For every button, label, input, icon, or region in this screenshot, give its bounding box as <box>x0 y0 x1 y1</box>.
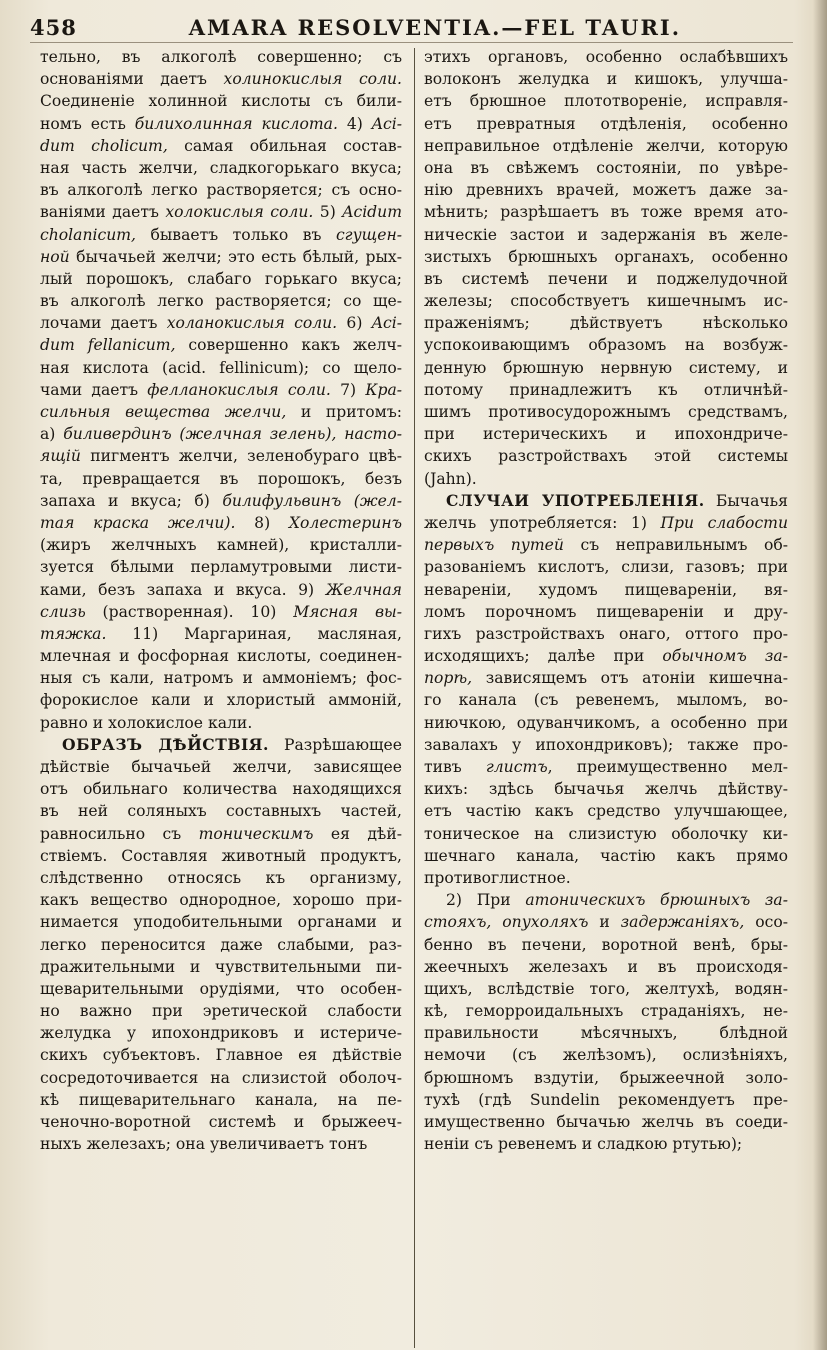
text-run: въ ней соляныхъ составныхъ частей, <box>40 802 402 821</box>
text-line <box>40 490 402 512</box>
italic-term: ящій <box>40 447 81 466</box>
text-run: завалахъ у ипохондриковъ); также про- <box>424 735 788 754</box>
italic-term: Мясная вы- <box>293 602 403 621</box>
text-line <box>424 268 788 290</box>
text-run: млечная и фосфорная кислоты, соединен- <box>40 647 402 666</box>
text-run: неніи съ ревенемъ и сладкою ртутью); <box>424 1135 743 1154</box>
text-run: зистыхъ брюшныхъ органахъ, особенно <box>424 247 788 266</box>
text-line <box>40 445 402 467</box>
text-line <box>40 201 402 223</box>
text-run: волоконъ желудка и кишокъ, улучша- <box>424 70 788 89</box>
text-line <box>40 956 402 978</box>
text-line <box>424 845 788 867</box>
text-line <box>40 113 402 135</box>
text-run: съ неправильнымъ об- <box>563 536 788 555</box>
text-run: осо- <box>744 913 788 932</box>
text-run: ея дѣй- <box>313 824 402 843</box>
text-run: нимается уподобительными органами и <box>40 913 402 932</box>
text-line <box>40 645 402 667</box>
text-line <box>424 46 788 68</box>
italic-term: тяжка. <box>40 624 107 643</box>
text-run: нію древнихъ врачей, можетъ даже за- <box>424 181 788 200</box>
page-edge-shadow <box>813 0 827 1350</box>
text-run: лочами даетъ <box>40 314 167 333</box>
text-run: скихъ разстройствахъ этой системы <box>424 447 788 466</box>
text-run: 2) При <box>446 891 526 910</box>
text-line <box>424 357 788 379</box>
text-line <box>40 911 402 933</box>
text-run: но важно при эретической слабости <box>40 1002 402 1021</box>
text-line <box>424 179 788 201</box>
text-run: имущественно бычачью желчь въ соеди- <box>424 1113 788 1131</box>
text-run: кихъ: здѣсь бычачья желчь дѣйству- <box>424 780 788 799</box>
left-column <box>40 46 402 1155</box>
text-run: ниючкою, одуванчикомъ, а особенно при <box>424 713 788 732</box>
text-run: Бычачья <box>704 491 788 510</box>
text-line <box>40 1133 402 1155</box>
text-run: 7) <box>330 380 366 399</box>
text-line <box>424 934 788 956</box>
text-run: ныя съ кали, натромъ и аммоніемъ; фос- <box>40 669 402 688</box>
text-line <box>424 978 788 1000</box>
text-run: желчь употребляется: 1) <box>424 513 661 532</box>
text-run: шечнаго канала, частію какъ прямо <box>424 846 788 865</box>
text-line <box>40 1044 402 1066</box>
text-line <box>424 534 788 556</box>
text-line <box>424 379 788 401</box>
text-line <box>40 712 402 734</box>
text-line <box>424 689 788 711</box>
text-run: потому принадлежитъ къ отличнѣй- <box>424 380 788 399</box>
text-run: гихъ разстройствахъ онаго, оттого про- <box>424 624 788 643</box>
text-line <box>40 468 402 490</box>
text-run: 8) <box>235 513 289 532</box>
text-run: скихъ субъектовъ. Главное ея дѣйствіе <box>40 1046 402 1065</box>
text-line <box>424 712 788 734</box>
text-run: ствіемъ. Составляя животный продуктъ, <box>40 846 402 865</box>
text-run: (Jahn). <box>424 469 477 488</box>
italic-term: первыхъ путей <box>424 536 564 555</box>
italic-term: глистъ <box>485 758 548 776</box>
text-line <box>40 1111 402 1133</box>
text-run: равносильно съ <box>40 824 199 843</box>
text-line <box>40 224 402 246</box>
text-run: немочи (съ желѣзомъ), ослизѣніяхъ, <box>424 1046 788 1065</box>
text-line <box>424 290 788 312</box>
text-run: противоглистное. <box>424 868 571 887</box>
text-run: пигментъ желчи, зеленобураго цвѣ- <box>80 447 402 466</box>
text-line <box>40 179 402 201</box>
text-line <box>40 1089 402 1111</box>
italic-term: фелланокислыя соли. <box>147 380 331 399</box>
text-line <box>424 778 788 800</box>
italic-term: холинокислыя соли. <box>223 70 402 89</box>
text-line <box>40 68 402 90</box>
text-line <box>40 756 402 778</box>
text-line <box>424 1022 788 1044</box>
italic-term: Холестеринъ <box>288 513 402 532</box>
text-line <box>424 90 788 112</box>
text-run: Разрѣшающее <box>268 735 402 754</box>
text-run: 4) <box>337 114 372 133</box>
text-run: запаха и вкуса; б) <box>40 491 223 510</box>
text-run: номъ есть <box>40 114 135 133</box>
italic-term: Aci- <box>371 314 402 333</box>
text-line <box>424 312 788 334</box>
section-heading: ОБРАЗЪ ДѢЙСТВІЯ. <box>62 734 269 754</box>
italic-term: стояхъ, опухоляхъ <box>424 913 589 932</box>
text-line <box>40 379 402 401</box>
text-line <box>40 800 402 822</box>
text-line <box>40 601 402 623</box>
text-line <box>424 867 788 889</box>
text-run: сосредоточивается на слизистой оболоч- <box>40 1068 402 1087</box>
text-run: ваніями даетъ <box>40 203 166 222</box>
text-run: го канала (съ ревенемъ, мыломъ, во- <box>424 691 788 710</box>
text-line <box>40 579 402 601</box>
text-run: ническіе застои и задержанія въ желе- <box>424 225 788 244</box>
text-run: 11) Маргариная, масляная, <box>106 624 402 643</box>
text-run: въ алкоголѣ легко растворяется; со ще- <box>40 292 402 311</box>
text-run: этихъ органовъ, особенно ослабѣвшихъ <box>424 48 788 66</box>
text-run: неправильное отдѣленіе желчи, которую <box>424 136 788 155</box>
section-heading: СЛУЧАИ УПОТРЕБЛЕНІЯ. <box>446 490 705 510</box>
text-line <box>424 800 788 822</box>
text-line <box>40 845 402 867</box>
text-run: ныхъ железахъ; она увеличиваетъ тонъ <box>40 1135 368 1154</box>
text-line <box>40 689 402 711</box>
text-run: и притомъ: <box>286 403 402 421</box>
text-run: и <box>588 913 621 932</box>
text-run: исходящихъ; далѣе при <box>424 647 663 666</box>
text-run: та, превращается въ порошокъ, безъ <box>40 469 402 488</box>
text-line <box>40 734 402 756</box>
text-line <box>40 934 402 956</box>
text-run: етъ брюшное плототвореніе, исправля- <box>424 92 788 111</box>
text-run: она въ свѣжемъ состояніи, по увѣре- <box>424 158 788 177</box>
text-run: при истерическихъ и ипохондриче- <box>424 425 788 444</box>
text-line <box>424 68 788 90</box>
text-line <box>424 113 788 135</box>
text-line <box>40 1000 402 1022</box>
text-run: бычачьей желчи; это есть бѣлый, рых- <box>69 247 402 266</box>
text-line <box>40 556 402 578</box>
text-run: тухѣ (гдѣ Sundelin рекомендуетъ пре- <box>424 1090 788 1109</box>
text-run: щихъ, вслѣдствіе того, желтухѣ, водян- <box>424 979 788 998</box>
italic-term: dum cholicum, <box>40 136 168 155</box>
italic-term: билифульвинъ (жел- <box>222 491 403 510</box>
italic-term: сгущен- <box>335 225 402 244</box>
text-line <box>424 401 788 423</box>
italic-term: При слабости <box>660 513 789 532</box>
italic-term: тоническимъ <box>198 824 314 843</box>
text-line <box>424 423 788 445</box>
italic-term: холанокислыя соли. <box>166 314 338 333</box>
running-header <box>30 12 793 43</box>
text-line <box>424 135 788 157</box>
text-line <box>424 334 788 356</box>
text-run: слѣдственно относясь къ организму, <box>40 868 402 887</box>
text-run: кѣ, геморроидальныхъ страданіяхъ, не- <box>424 1002 788 1021</box>
text-run: тельно, въ алкоголѣ совершенно; съ <box>40 48 402 66</box>
text-line <box>424 490 788 512</box>
text-run: денную брюшную нервную систему, и <box>424 358 788 377</box>
text-run: ная часть желчи, сладкогорькаго вкуса; <box>40 158 402 177</box>
right-column <box>424 46 788 1155</box>
text-line <box>40 312 402 334</box>
text-line <box>40 667 402 689</box>
text-run: мѣнить; разрѣшаетъ въ тоже время ато- <box>424 203 788 222</box>
text-run: Соединеніе холинной кислоты съ били- <box>40 92 402 111</box>
italic-term: холокислыя соли. <box>165 203 314 222</box>
italic-term: атоническихъ брюшныхъ за- <box>525 891 788 910</box>
text-run: въ системѣ печени и поджелудочной <box>424 269 788 288</box>
text-line <box>424 246 788 268</box>
text-line <box>40 867 402 889</box>
text-line <box>424 512 788 534</box>
text-line <box>40 1022 402 1044</box>
text-line <box>424 579 788 601</box>
italic-term: cholanicum, <box>40 225 136 244</box>
text-run: (жиръ желчныхъ камней), кристалли- <box>40 536 402 555</box>
italic-term: сильныя вещества желчи, <box>40 403 287 421</box>
italic-term: dum fellanicum, <box>40 336 176 355</box>
text-run: жеечныхъ железахъ и въ происходя- <box>424 957 788 976</box>
italic-term: Кра- <box>365 380 403 399</box>
text-line <box>40 978 402 1000</box>
text-run: (растворенная). 10) <box>85 602 294 621</box>
text-line <box>40 246 402 268</box>
text-run: неваренiи, худомъ пищевареніи, вя- <box>424 580 788 599</box>
text-line <box>424 1067 788 1089</box>
column-divider <box>414 48 415 1348</box>
text-line <box>424 734 788 756</box>
text-line <box>424 645 788 667</box>
text-run: разованіемъ кислотъ, слизи, газовъ; при <box>424 558 788 577</box>
italic-term: порѣ, <box>424 669 473 688</box>
text-line <box>424 601 788 623</box>
text-run: дѣйствіе бычачьей желчи, зависящее <box>40 758 402 776</box>
text-line <box>424 889 788 911</box>
text-line <box>40 512 402 534</box>
text-run: брюшномъ вздутіи, брыжеечной золо- <box>424 1068 788 1087</box>
text-line <box>424 224 788 246</box>
text-line <box>424 201 788 223</box>
italic-term: ной <box>40 247 70 266</box>
text-line <box>40 268 402 290</box>
text-run: a) <box>40 425 64 444</box>
text-line <box>40 157 402 179</box>
text-run: тивъ <box>424 758 486 776</box>
italic-term: Желчная <box>325 580 402 599</box>
text-run: чами даетъ <box>40 380 148 399</box>
text-line <box>40 290 402 312</box>
text-run: зависящемъ отъ атоніи кишечна- <box>472 669 788 688</box>
text-line <box>40 423 402 445</box>
text-run: , преимущественно мел- <box>547 758 788 776</box>
text-run: праженіямъ; дѣйствуетъ нѣсколько <box>424 314 788 333</box>
text-run: правильности мѣсячныхъ, блѣдной <box>424 1024 788 1043</box>
text-run: легко переносится даже слабыми, раз- <box>40 935 402 954</box>
text-run: самая обильная состав- <box>167 136 402 155</box>
italic-term: задержаніяхъ, <box>620 913 745 932</box>
text-run: основаніями даетъ <box>40 70 224 89</box>
text-line <box>40 823 402 845</box>
text-run: совершенно какъ желч- <box>175 336 402 355</box>
text-run: лый порошокъ, слабаго горькаго вкуса; <box>40 269 402 288</box>
text-line <box>424 1133 788 1155</box>
text-run: какъ вещество однородное, хорошо при- <box>40 891 402 910</box>
text-run: шимъ противосудорожнымъ средствамъ, <box>424 403 788 421</box>
text-line <box>40 623 402 645</box>
text-line <box>424 1000 788 1022</box>
text-line <box>40 46 402 68</box>
text-line <box>424 468 788 490</box>
italic-term: билихолинная кислота. <box>134 114 338 133</box>
text-run: дражительными и чувствительными пи- <box>40 957 402 976</box>
text-line <box>40 334 402 356</box>
text-line <box>40 357 402 379</box>
running-title: AMARA RESOLVENTIA.—FEL TAURI. <box>188 14 682 40</box>
text-run: ная кислота (acid. fellinicum); со щело- <box>40 358 402 377</box>
italic-term: Aci- <box>371 114 402 133</box>
text-line <box>40 778 402 800</box>
text-run: успокоивающимъ образомъ на возбуж- <box>424 336 788 355</box>
text-line <box>40 401 402 423</box>
text-run: форокислое кали и хлористый аммоній, <box>40 691 402 710</box>
text-run: желудка у ипохондриковъ и истериче- <box>40 1024 402 1043</box>
text-run: тоническое на слизистую оболочку ки- <box>424 824 788 843</box>
italic-term: биливердинъ (желчная зелень), насто- <box>63 425 402 444</box>
italic-term: слизь <box>40 602 86 621</box>
text-run: железы; способствуетъ кишечнымъ ис- <box>424 292 788 311</box>
text-line <box>424 556 788 578</box>
text-line <box>424 911 788 933</box>
text-line <box>424 823 788 845</box>
text-run: ками, безъ запаха и вкуса. 9) <box>40 580 326 599</box>
text-run: кѣ пищеварительнаго канала, на пе- <box>40 1090 402 1109</box>
text-line <box>424 157 788 179</box>
text-line <box>424 1044 788 1066</box>
text-line <box>40 90 402 112</box>
text-line <box>40 1067 402 1089</box>
text-run: равно и холокислое кали. <box>40 713 253 732</box>
page-number: 458 <box>30 14 77 40</box>
text-run: ломъ порочномъ пищевареніи и дру- <box>424 602 788 621</box>
italic-term: Acidum <box>342 203 402 222</box>
text-run: етъ частію какъ средство улучшающее, <box>424 802 788 821</box>
text-line <box>424 445 788 467</box>
text-line <box>424 667 788 689</box>
text-run: 6) <box>337 314 372 333</box>
text-line <box>424 1111 788 1133</box>
text-line <box>424 1089 788 1111</box>
text-run: отъ обильнаго количества находящихся <box>40 780 402 799</box>
text-line <box>40 135 402 157</box>
text-run: въ алкоголѣ легко растворяется; съ осно- <box>40 181 402 200</box>
text-line <box>424 756 788 778</box>
text-line <box>40 889 402 911</box>
text-run: етъ превратныя отдѣленія, особенно <box>424 114 788 133</box>
italic-term: обычномъ за- <box>662 647 788 666</box>
italic-term: тая краска желчи). <box>40 513 236 532</box>
text-run: ченочно-воротной системѣ и брыжееч- <box>40 1113 402 1131</box>
text-line <box>424 956 788 978</box>
text-run: бываетъ только въ <box>136 225 336 244</box>
text-run: щеварительными орудіями, что особен- <box>40 979 402 998</box>
text-line <box>424 623 788 645</box>
text-run: зуется бѣлыми перламутровыми листи- <box>40 558 402 577</box>
text-line <box>40 534 402 556</box>
text-run: бенно въ печени, воротной венѣ, бры- <box>424 935 788 954</box>
text-run: 5) <box>313 203 343 222</box>
